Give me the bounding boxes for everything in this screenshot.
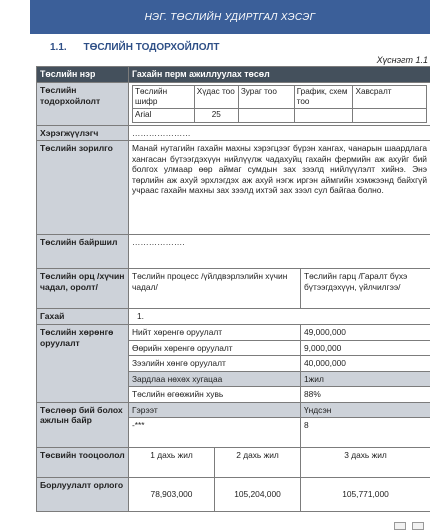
value-graph-count [294, 109, 353, 122]
jobs-permanent-header: Үндсэн [301, 402, 430, 418]
jobs-permanent-value: 8 [301, 418, 430, 448]
sales-year-1: 78,903,000 [129, 478, 215, 512]
value-picture-count [238, 109, 294, 122]
value-page-count: 25 [194, 109, 238, 122]
funding-item-name: Төслийн өгөөжийн хувь [129, 387, 301, 403]
page-nav-icon[interactable] [412, 522, 424, 530]
implementer-value: ………………… [129, 125, 430, 141]
col-graph-count: График, схем тоо [294, 85, 353, 109]
page-nav-icon[interactable] [394, 522, 406, 530]
funding-label: Төслийн хөрөнгө оруулалт [37, 325, 129, 403]
definition-row [37, 82, 430, 125]
funding-item-name: Өөрийн хөренгө оруулалт [129, 340, 301, 356]
section-title: ТӨСЛИЙН ТОДОРХОЙЛОЛТ [83, 42, 220, 53]
funding-item-value: 9,000,000 [301, 340, 430, 356]
jobs-contract-header: Гэрээт [129, 402, 301, 418]
location-row [37, 235, 430, 269]
implementer-row [37, 125, 430, 141]
output-header: Төслийн гарц /Гаралт бүхэ бүтээгдэхүүн, үйлчилгээ/ [301, 269, 430, 309]
goal-row [37, 141, 430, 235]
funding-item-value: 40,000,000 [301, 356, 430, 372]
year-1: 1 дахь жил [129, 448, 215, 478]
year-2: 2 дахь жил [215, 448, 301, 478]
jobs-label: Төслөөр бий болох ажлын байр [37, 402, 129, 448]
header-label: Төслийн нэр [37, 67, 129, 83]
col-page-count: Хүдас тоо [194, 85, 238, 109]
col-project-code: Төслийн шифр [133, 85, 195, 109]
sales-label: Борлуулалт орлого [37, 478, 129, 512]
budget-years-row [37, 448, 430, 478]
definition-label: Төслийн тодорхойлолт [37, 82, 129, 125]
funding-item-name: Нийт хөренгө оруулалт [129, 325, 301, 341]
value-appendix [353, 109, 427, 122]
funding-item-name: Зардлаа нөхөх хугацаа [129, 371, 301, 387]
project-definition-table [36, 66, 430, 512]
funding-item-value: 1жил [301, 371, 430, 387]
sales-row [37, 478, 430, 512]
chapter-banner: НЭГ. ТӨСЛИЙН УДИРТГАЛ ХЭСЭГ [30, 0, 430, 34]
col-picture-count: Зураг тоо [238, 85, 294, 109]
sales-year-2: 105,204,000 [215, 478, 301, 512]
requirements-label: Төслийн орц /хүчин чадал, оролт/ [37, 269, 129, 309]
pig-value: 1. [129, 309, 430, 325]
funding-item-value: 88% [301, 387, 430, 403]
project-name: Гахайн перм ажиллуулах төсөл [129, 67, 430, 83]
goal-label: Төслийн зорилго [37, 141, 129, 235]
jobs-contract-value: -*** [129, 418, 301, 448]
table-header-row [37, 67, 430, 83]
location-label: Төслийн байршил [37, 235, 129, 269]
location-value: ………………. [129, 235, 430, 269]
goal-text: Манай нутагийн гахайн махны хэрэгцээг бүрэн хангах, чанарын шаардлага хангасан бүтээгдэхүүн нийлүүлж чадахуйц гахайн фермийн аж ахуйг бий болгох улмаар өөр аймаг сумдын зах зээлд нийлүүлэлт хийнэ. Энэ төрлийн аж ахуй эрхлэгдэх аж ахуй нэгж иргэн аймгийн хэмжээнд байхгүй учраас гахайн махны зах зээлд ихтэй зах зээл сул байгаа болно. [129, 141, 430, 235]
jobs-row [37, 402, 430, 418]
pig-label: Гахай [37, 309, 129, 325]
pig-row [37, 309, 430, 325]
requirements-row [37, 269, 430, 309]
sales-year-3: 105,771,000 [301, 478, 430, 512]
table-caption: Хүснэгт 1.1 [376, 55, 428, 65]
implementer-label: Хэрэгжүүлэгч [37, 125, 129, 141]
year-3: 3 дахь жил [301, 448, 430, 478]
funding-item-name: Зээлийн хөнгө оруулалт [129, 356, 301, 372]
budget-label: Төсвийн тооцоолол [37, 448, 129, 478]
process-header: Төслийн процесс /үйлдвэрлэлийн хүчин чадал/ [129, 269, 301, 309]
value-project-code: Arial [133, 109, 195, 122]
col-appendix: Хавсралт [353, 85, 427, 109]
funding-item-value: 49,000,000 [301, 325, 430, 341]
section-number: 1.1. [50, 42, 67, 53]
definition-subtable [132, 85, 427, 123]
funding-row [37, 325, 430, 341]
section-heading [50, 42, 219, 53]
